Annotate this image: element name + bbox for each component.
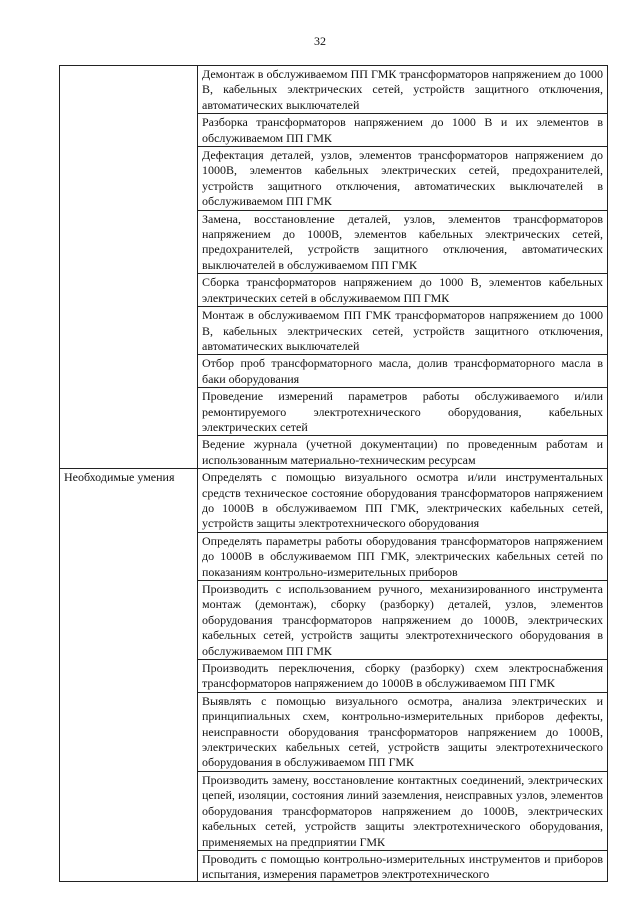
skill-cell-continued (198, 850, 608, 881)
labor-action-cell: Демонтаж в обслуживаемом ПП ГМК трансформаторов напряжением до 1000 В, кабельных электрических сетей, устройств защитного отключения, автоматических выключателей (198, 66, 608, 114)
labor-action-cell: Замена, восстановление деталей, узлов, элементов трансформаторов напряжением до 1000В, элементов кабельных электрических сетей, предохранителей, устройств защитного отключения, автоматических выключателей в обслуживаемом ПП ГМК (198, 210, 608, 274)
table-row (60, 66, 608, 114)
labor-action-cell: Разборка трансформаторов напряжением до 1000 В и их элементов в обслуживаемом ПП ГМК (198, 114, 608, 147)
competency-table (59, 65, 608, 882)
labor-action-cell: Сборка трансформаторов напряжением до 1000 В, элементов кабельных электрических сетей в обслуживаемом ПП ГМК (198, 274, 608, 307)
skills-label-cell: Необходимые умения (60, 469, 198, 882)
page-number: 32 (314, 34, 326, 48)
skill-cell-text: Проводить с помощью контрольно-измерительных инструментов и приборов испытания, измерения параметров электротехнического (202, 851, 603, 881)
labor-action-cell: Проведение измерений параметров работы обслуживаемого и/или ремонтируемого электротехнического оборудования, кабельных электрических сетей (198, 388, 608, 436)
skill-cell: Выявлять с помощью визуального осмотра, анализа электрических и принципиальных схем, контрольно-измерительных приборов дефекты, неисправности оборудования трансформаторов напряжением до 1000В, электрических кабельных сетей, устройств защиты электротехнического оборудования в обслуживаемом ПП ГМК (198, 692, 608, 771)
skill-cell: Определять с помощью визуального осмотра и/или инструментальных средств техническое состояние оборудования трансформаторов напряжением до 1000В в обслуживаемом ПП ГМК, электрических кабельных сетей, устройств защиты электротехнического оборудования (198, 469, 608, 533)
labor-action-cell: Отбор проб трансформаторного масла, долив трансформаторного масла в баки оборудования (198, 355, 608, 388)
labor-action-cell: Монтаж в обслуживаемом ПП ГМК трансформаторов напряжением до 1000 В, кабельных электрических сетей, устройств защитного отключения, автоматических выключателей (198, 307, 608, 355)
skill-cell: Производить переключения, сборку (разборку) схем электроснабжения трансформаторов напряжением до 1000В в обслуживаемом ПП ГМК (198, 660, 608, 693)
skill-cell: Определять параметры работы оборудования трансформаторов напряжением до 1000В в обслуживаемом ПП ГМК, электрических кабельных сетей по показаниям контрольно-измерительных приборов (198, 532, 608, 580)
skill-cell: Производить с использованием ручного, механизированного инструмента монтаж (демонтаж), сборку (разборку) деталей, узлов, элементов оборудования трансформаторов напряжением до 1000В, электрических кабельных сетей, устройств защиты электротехнического оборудования в обслуживаемом ПП ГМК (198, 581, 608, 660)
skill-cell: Производить замену, восстановление контактных соединений, электрических цепей, изоляции, состояния линий заземления, неисправных узлов, элементов оборудования трансформаторов напряжением до 1000В, электрических кабельных сетей, устройств защиты электротехнического оборудования, применяемых на предприятии ГМК (198, 771, 608, 850)
labor-actions-label-cell (60, 66, 198, 469)
labor-action-cell: Ведение журнала (учетной документации) по проведенным работам и использованным материально-техническим ресурсам (198, 436, 608, 469)
table-row (60, 469, 608, 533)
labor-action-cell: Дефектация деталей, узлов, элементов трансформаторов напряжением до 1000В, элементов кабельных электрических сетей, предохранителей, устройств защитного отключения, автоматических выключателей в обслуживаемом ПП ГМК (198, 147, 608, 211)
